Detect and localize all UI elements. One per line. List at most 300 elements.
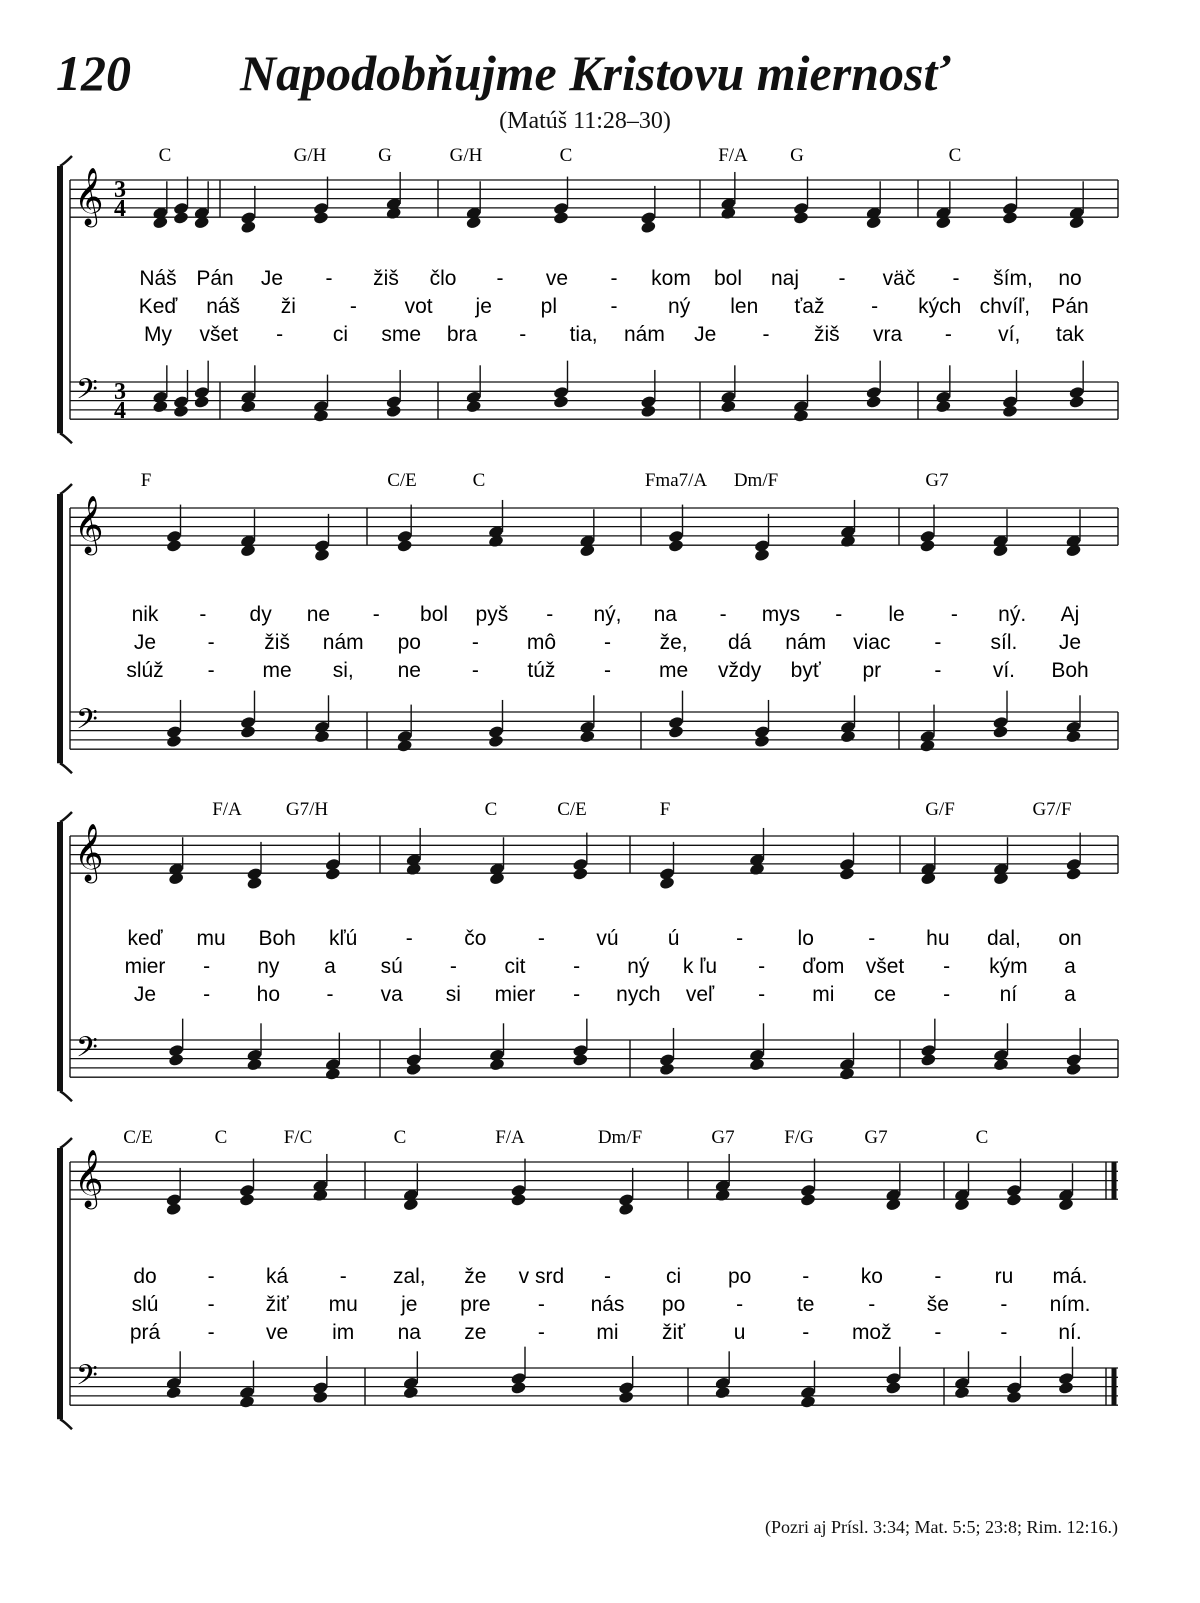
treble-notehead: [1065, 867, 1082, 881]
bass-notehead: [800, 1395, 817, 1409]
lyric-syllable: Keď: [138, 295, 178, 318]
chord-symbol: C/E: [387, 470, 417, 491]
lyric-syllable: má.: [1052, 1265, 1088, 1288]
lyric-syllable: ví,: [998, 323, 1021, 346]
lyric-syllable: a: [1064, 983, 1076, 1006]
bass-notehead: [312, 1390, 329, 1404]
lyric-syllable: -: [573, 955, 581, 978]
lyric-syllable: -: [372, 603, 380, 626]
lyric-syllable: chvíľ,: [979, 295, 1031, 318]
bass-notehead: [325, 1067, 342, 1081]
bass-notehead: [510, 1381, 527, 1395]
lyric-syllable: ho: [256, 983, 281, 1006]
lyric-syllable: -: [207, 1293, 215, 1316]
hymn-title: Napodobňujme Kristovu miernosť: [240, 45, 951, 101]
chord-symbol: C/E: [557, 799, 587, 820]
lyric-syllable: Je: [133, 631, 157, 654]
lyric-syllable: nik: [131, 603, 159, 626]
treble-notehead: [553, 211, 570, 225]
lyric-syllable: žiš: [264, 631, 290, 654]
chord-symbol: G/H: [449, 145, 483, 166]
lyric-syllable: pre: [460, 1293, 491, 1316]
chord-symbol: Fma7/A: [644, 470, 708, 491]
lyric-syllable: naj: [770, 267, 800, 290]
chord-symbol: F/G: [784, 1127, 814, 1148]
bass-clef-icon: 𝄢: [76, 373, 98, 413]
time-signature-top: 3: [114, 177, 126, 203]
lyric-syllable: ru: [994, 1265, 1014, 1288]
chord-symbol: G/H: [293, 145, 327, 166]
bass-notehead: [403, 1386, 420, 1400]
lyric-syllable: všet: [199, 323, 239, 346]
lyric-syllable: po: [661, 1293, 686, 1316]
lyric-syllable: me: [262, 659, 292, 682]
lyric-syllable: im: [332, 1321, 355, 1344]
lyric-syllable: ce: [873, 983, 897, 1006]
lyric-syllable: mi: [596, 1321, 619, 1344]
bass-notehead: [640, 404, 657, 418]
lyric-syllable: mô: [526, 631, 557, 654]
lyric-syllable: lo: [797, 927, 814, 950]
bass-notehead: [840, 730, 857, 744]
bass-notehead: [1058, 1381, 1075, 1395]
treble-notehead: [173, 211, 190, 225]
lyric-syllable: ú: [667, 927, 680, 950]
lyric-syllable: síl.: [990, 631, 1018, 654]
lyric-syllable: ní.: [1058, 1321, 1082, 1344]
lyric-syllable: veľ: [685, 983, 715, 1006]
lyric-syllable: ný.: [998, 603, 1027, 626]
lyric-syllable: mu: [196, 927, 226, 950]
lyric-syllable: Náš: [139, 267, 177, 290]
lyric-syllable: byť: [790, 659, 821, 682]
lyric-syllable: -: [325, 267, 333, 290]
lyric-syllable: -: [203, 983, 211, 1006]
lyric-syllable: te: [796, 1293, 815, 1316]
lyric-syllable: čo: [464, 927, 487, 950]
treble-notehead: [1006, 1193, 1023, 1207]
bass-notehead: [793, 409, 810, 423]
lyric-syllable: Boh: [1051, 659, 1089, 682]
bass-notehead: [935, 400, 952, 414]
bass-notehead: [1006, 1390, 1023, 1404]
lyric-syllable: no: [1058, 267, 1082, 290]
bracket-hook: [60, 763, 72, 773]
lyric-syllable: -: [762, 323, 770, 346]
lyric-syllable: do: [133, 1265, 157, 1288]
bass-clef-icon: 𝄢: [76, 703, 98, 743]
chord-symbol: F/A: [495, 1127, 525, 1148]
lyric-syllable: -: [719, 603, 727, 626]
lyric-syllable: -: [349, 295, 357, 318]
lyric-syllable: -: [868, 927, 876, 950]
lyric-syllable: túž: [527, 659, 556, 682]
lyric-syllable: -: [610, 295, 618, 318]
lyric-syllable: cit: [504, 955, 526, 978]
lyric-syllable: va: [380, 983, 403, 1006]
chord-symbol: G7/H: [285, 799, 329, 820]
lyric-syllable: pyš: [475, 603, 509, 626]
lyric-syllable: ži: [280, 295, 296, 318]
lyric-syllable: sme: [381, 323, 422, 346]
lyric-syllable: nám: [322, 631, 364, 654]
bass-clef-icon: 𝄢: [76, 1359, 98, 1399]
lyric-syllable: -: [449, 955, 457, 978]
lyric-syllable: Pán: [196, 267, 234, 290]
lyric-syllable: -: [835, 603, 843, 626]
lyric-syllable: člo: [429, 267, 457, 290]
bass-notehead: [749, 1058, 766, 1072]
bass-notehead: [668, 725, 685, 739]
treble-clef-icon: 𝄞: [74, 495, 104, 553]
bass-notehead: [1002, 404, 1019, 418]
lyric-syllable: -: [1000, 1293, 1008, 1316]
lyric-syllable: v srd: [518, 1265, 565, 1288]
lyric-syllable: ne: [397, 659, 421, 682]
chord-symbol: Dm/F: [733, 470, 779, 491]
lyric-syllable: všet: [865, 955, 905, 978]
lyric-syllable: -: [207, 1321, 215, 1344]
lyric-syllable: -: [838, 267, 846, 290]
time-signature-bottom: 4: [114, 398, 126, 424]
bass-notehead: [165, 1386, 182, 1400]
lyric-syllable: -: [934, 1265, 942, 1288]
lyric-syllable: -: [950, 603, 958, 626]
lyric-syllable: mož: [851, 1321, 892, 1344]
lyric-syllable: ný: [627, 955, 650, 978]
lyric-syllable: pl: [540, 295, 558, 318]
bass-notehead: [993, 1058, 1010, 1072]
lyric-syllable: ný: [668, 295, 691, 318]
bass-notehead: [720, 400, 737, 414]
lyric-syllable: prá: [129, 1321, 161, 1344]
bass-notehead: [166, 734, 183, 748]
lyric-syllable: slú: [131, 1293, 159, 1316]
lyric-syllable: -: [207, 659, 215, 682]
lyric-syllable: -: [934, 659, 942, 682]
chord-symbol: F/A: [212, 799, 242, 820]
lyric-syllable: viac: [853, 631, 891, 654]
bass-notehead: [1065, 730, 1082, 744]
bass-notehead: [168, 1053, 185, 1067]
treble-notehead: [659, 876, 676, 890]
treble-notehead: [246, 876, 263, 890]
lyric-syllable: -: [496, 267, 504, 290]
treble-notehead: [839, 867, 856, 881]
chord-symbol: C/E: [123, 1127, 153, 1148]
lyric-syllable: mys: [761, 603, 801, 626]
lyric-syllable: -: [604, 631, 611, 654]
treble-notehead: [668, 539, 685, 553]
chord-symbol: F: [140, 470, 152, 491]
treble-notehead: [314, 548, 331, 562]
chord-symbol: C: [158, 145, 172, 166]
bass-notehead: [885, 1381, 902, 1395]
lyric-syllable: kých: [918, 295, 962, 318]
lyric-syllable: -: [604, 1265, 611, 1288]
lyric-syllable: že,: [659, 631, 688, 654]
lyric-syllable: -: [471, 659, 479, 682]
treble-notehead: [793, 211, 810, 225]
lyric-syllable: ne: [306, 603, 331, 626]
lyric-syllable: väč: [882, 267, 916, 290]
chord-symbol: F: [659, 799, 671, 820]
bass-clef-icon: 𝄢: [76, 1031, 98, 1071]
lyric-syllable: -: [802, 1321, 810, 1344]
treble-notehead: [313, 211, 330, 225]
bracket-hook: [60, 1419, 72, 1429]
lyric-syllable: dal,: [986, 927, 1021, 950]
lyric-syllable: mier: [124, 955, 166, 978]
lyric-syllable: -: [736, 927, 744, 950]
lyric-syllable: -: [802, 1265, 810, 1288]
bass-notehead: [240, 400, 257, 414]
bass-notehead: [579, 730, 596, 744]
lyric-syllable: náš: [206, 295, 241, 318]
chord-symbol: C: [975, 1127, 989, 1148]
treble-notehead: [800, 1193, 817, 1207]
lyric-syllable: -: [537, 927, 545, 950]
lyric-syllable: ci: [665, 1265, 682, 1288]
lyric-syllable: a: [1064, 955, 1076, 978]
lyric-syllable: že: [464, 1265, 487, 1288]
treble-notehead: [919, 539, 936, 553]
lyric-syllable: -: [604, 659, 611, 682]
treble-notehead: [396, 539, 413, 553]
bass-notehead: [405, 1062, 422, 1076]
bass-notehead: [954, 1386, 971, 1400]
lyric-syllable: -: [868, 1293, 876, 1316]
chord-symbol: G7: [711, 1127, 735, 1148]
lyric-syllable: Pán: [1051, 295, 1089, 318]
lyric-syllable: žiš: [373, 267, 399, 290]
lyric-syllable: Je: [694, 323, 717, 346]
bracket-hook: [60, 812, 72, 822]
chord-symbol: F/A: [718, 145, 748, 166]
lyric-syllable: po: [397, 631, 421, 654]
bass-notehead: [240, 725, 257, 739]
bass-notehead: [489, 1058, 506, 1072]
lyric-syllable: -: [405, 927, 413, 950]
lyric-syllable: -: [199, 603, 207, 626]
lyric-syllable: -: [537, 1293, 545, 1316]
bass-notehead: [754, 734, 771, 748]
lyric-syllable: ny: [257, 955, 280, 978]
bass-notehead: [992, 725, 1009, 739]
treble-notehead: [165, 1202, 182, 1216]
lyric-syllable: je: [401, 1293, 418, 1316]
bass-notehead: [618, 1390, 635, 1404]
treble-clef-icon: 𝄞: [74, 823, 104, 881]
treble-notehead: [240, 220, 257, 234]
bass-notehead: [152, 400, 169, 414]
lyric-syllable: žiš: [813, 323, 840, 346]
lyric-syllable: -: [203, 955, 211, 978]
bass-notehead: [246, 1058, 263, 1072]
lyric-syllable: -: [276, 323, 284, 346]
lyric-syllable: My: [144, 323, 172, 346]
lyric-syllable: Je: [1058, 631, 1082, 654]
bass-notehead: [239, 1395, 256, 1409]
lyric-syllable: na: [653, 603, 677, 626]
lyric-syllable: nych: [616, 983, 661, 1006]
lyric-syllable: mier: [494, 983, 536, 1006]
bass-notehead: [553, 395, 570, 409]
chord-symbol: Dm/F: [597, 1127, 643, 1148]
lyric-syllable: na: [397, 1321, 421, 1344]
lyric-syllable: mu: [328, 1293, 358, 1316]
bass-notehead: [313, 409, 330, 423]
lyric-syllable: -: [519, 323, 527, 346]
lyric-syllable: ďom: [802, 955, 845, 978]
lyric-syllable: ším,: [993, 267, 1033, 290]
lyric-syllable: še: [926, 1293, 949, 1316]
chord-symbol: G7/F: [1032, 799, 1072, 820]
lyric-syllable: dá: [727, 631, 752, 654]
lyric-syllable: u: [733, 1321, 746, 1344]
lyric-syllable: a: [324, 955, 336, 978]
lyric-syllable: le: [888, 603, 905, 626]
lyric-syllable: ví.: [992, 659, 1016, 682]
lyric-syllable: -: [339, 1265, 347, 1288]
lyric-syllable: si: [445, 983, 461, 1006]
lyric-syllable: po: [727, 1265, 752, 1288]
lyric-syllable: k ľu: [682, 955, 718, 978]
lyric-syllable: ká: [266, 1265, 289, 1288]
lyric-syllable: -: [934, 631, 942, 654]
lyric-syllable: -: [944, 323, 952, 346]
hymn-number: 120: [56, 45, 131, 101]
treble-notehead: [618, 1202, 635, 1216]
lyric-syllable: -: [207, 631, 215, 654]
lyric-syllable: vú: [596, 927, 619, 950]
bracket-hook: [60, 1091, 72, 1101]
bass-notehead: [465, 400, 482, 414]
lyric-syllable: tia,: [569, 323, 598, 346]
lyric-syllable: sú: [380, 955, 403, 978]
lyric-syllable: nás: [590, 1293, 625, 1316]
lyric-syllable: ný,: [593, 603, 622, 626]
bass-notehead: [865, 395, 882, 409]
bass-notehead: [193, 395, 210, 409]
lyric-syllable: ťaž: [794, 295, 825, 318]
lyric-syllable: -: [610, 267, 618, 290]
bass-notehead: [919, 739, 936, 753]
lyric-syllable: keď: [127, 927, 163, 950]
lyric-syllable: si,: [332, 659, 354, 682]
bass-notehead: [314, 730, 331, 744]
lyric-syllable: -: [546, 603, 554, 626]
lyric-syllable: Aj: [1060, 603, 1080, 626]
lyric-syllable: -: [326, 983, 334, 1006]
bass-notehead: [839, 1067, 856, 1081]
lyric-syllable: je: [475, 295, 492, 318]
bass-notehead: [920, 1053, 937, 1067]
lyric-syllable: -: [758, 955, 766, 978]
chord-symbol: C: [948, 145, 962, 166]
time-signature-top: 3: [114, 379, 126, 405]
treble-clef-icon: 𝄞: [74, 167, 104, 225]
treble-notehead: [572, 867, 589, 881]
lyric-syllable: vot: [404, 295, 433, 318]
chord-symbol: F/C: [283, 1127, 313, 1148]
chord-symbol: G: [378, 145, 392, 166]
lyric-syllable: kom: [651, 267, 691, 290]
lyric-syllable: ve: [545, 267, 569, 290]
bass-notehead: [396, 739, 413, 753]
chord-symbol: G/F: [925, 799, 955, 820]
lyric-syllable: pr: [862, 659, 882, 682]
bass-notehead: [714, 1386, 731, 1400]
lyric-syllable: ko: [860, 1265, 883, 1288]
treble-notehead: [239, 1193, 256, 1207]
lyric-syllable: kľú: [329, 927, 358, 950]
chord-symbol: C: [559, 145, 573, 166]
lyric-syllable: vra: [873, 323, 903, 346]
lyric-syllable: ze: [464, 1321, 487, 1344]
lyric-syllable: ním.: [1049, 1293, 1091, 1316]
treble-notehead: [1002, 211, 1019, 225]
lyric-syllable: -: [537, 1321, 545, 1344]
bracket-hook: [60, 433, 72, 443]
bracket-hook: [60, 156, 72, 166]
treble-clef-icon: 𝄞: [74, 1149, 104, 1207]
lyric-syllable: tak: [1055, 323, 1085, 346]
chord-symbol: C: [393, 1127, 407, 1148]
lyric-syllable: vždy: [718, 659, 762, 682]
lyric-syllable: žiť: [265, 1293, 289, 1316]
treble-notehead: [325, 867, 342, 881]
scripture-reference: (Matúš 11:28–30): [499, 108, 671, 134]
lyric-syllable: -: [952, 267, 960, 290]
lyric-syllable: kým: [989, 955, 1028, 978]
chord-symbol: G7: [864, 1127, 888, 1148]
chord-symbol: C: [472, 470, 486, 491]
lyric-syllable: ní: [999, 983, 1018, 1006]
bass-notehead: [1065, 1062, 1082, 1076]
time-signature-bottom: 4: [114, 196, 126, 222]
lyric-syllable: Boh: [258, 927, 296, 950]
footer-reference: (Pozri aj Prísl. 3:34; Mat. 5:5; 23:8; Rim. 12:16.): [765, 1517, 1118, 1537]
lyric-syllable: ve: [266, 1321, 289, 1344]
lyric-syllable: -: [758, 983, 766, 1006]
lyric-syllable: me: [658, 659, 689, 682]
lyric-syllable: ci: [332, 323, 348, 346]
lyric-syllable: bra: [446, 323, 478, 346]
lyric-syllable: hu: [926, 927, 950, 950]
bracket-hook: [60, 484, 72, 494]
lyric-syllable: -: [943, 955, 951, 978]
bass-notehead: [572, 1053, 589, 1067]
lyric-syllable: bol: [713, 267, 743, 290]
chord-symbol: G: [790, 145, 804, 166]
lyric-syllable: zal,: [392, 1265, 426, 1288]
lyric-syllable: Je: [260, 267, 284, 290]
lyric-syllable: len: [730, 295, 759, 318]
lyric-syllable: dy: [249, 603, 272, 626]
treble-notehead: [166, 539, 183, 553]
lyric-syllable: nám: [785, 631, 827, 654]
treble-notehead: [510, 1193, 527, 1207]
chord-symbol: C: [214, 1127, 228, 1148]
bass-notehead: [659, 1062, 676, 1076]
treble-notehead: [754, 548, 771, 562]
lyric-syllable: -: [934, 1321, 942, 1344]
treble-notehead: [640, 220, 657, 234]
bracket-hook: [60, 1138, 72, 1148]
chord-symbol: C: [484, 799, 498, 820]
lyric-syllable: -: [943, 983, 951, 1006]
